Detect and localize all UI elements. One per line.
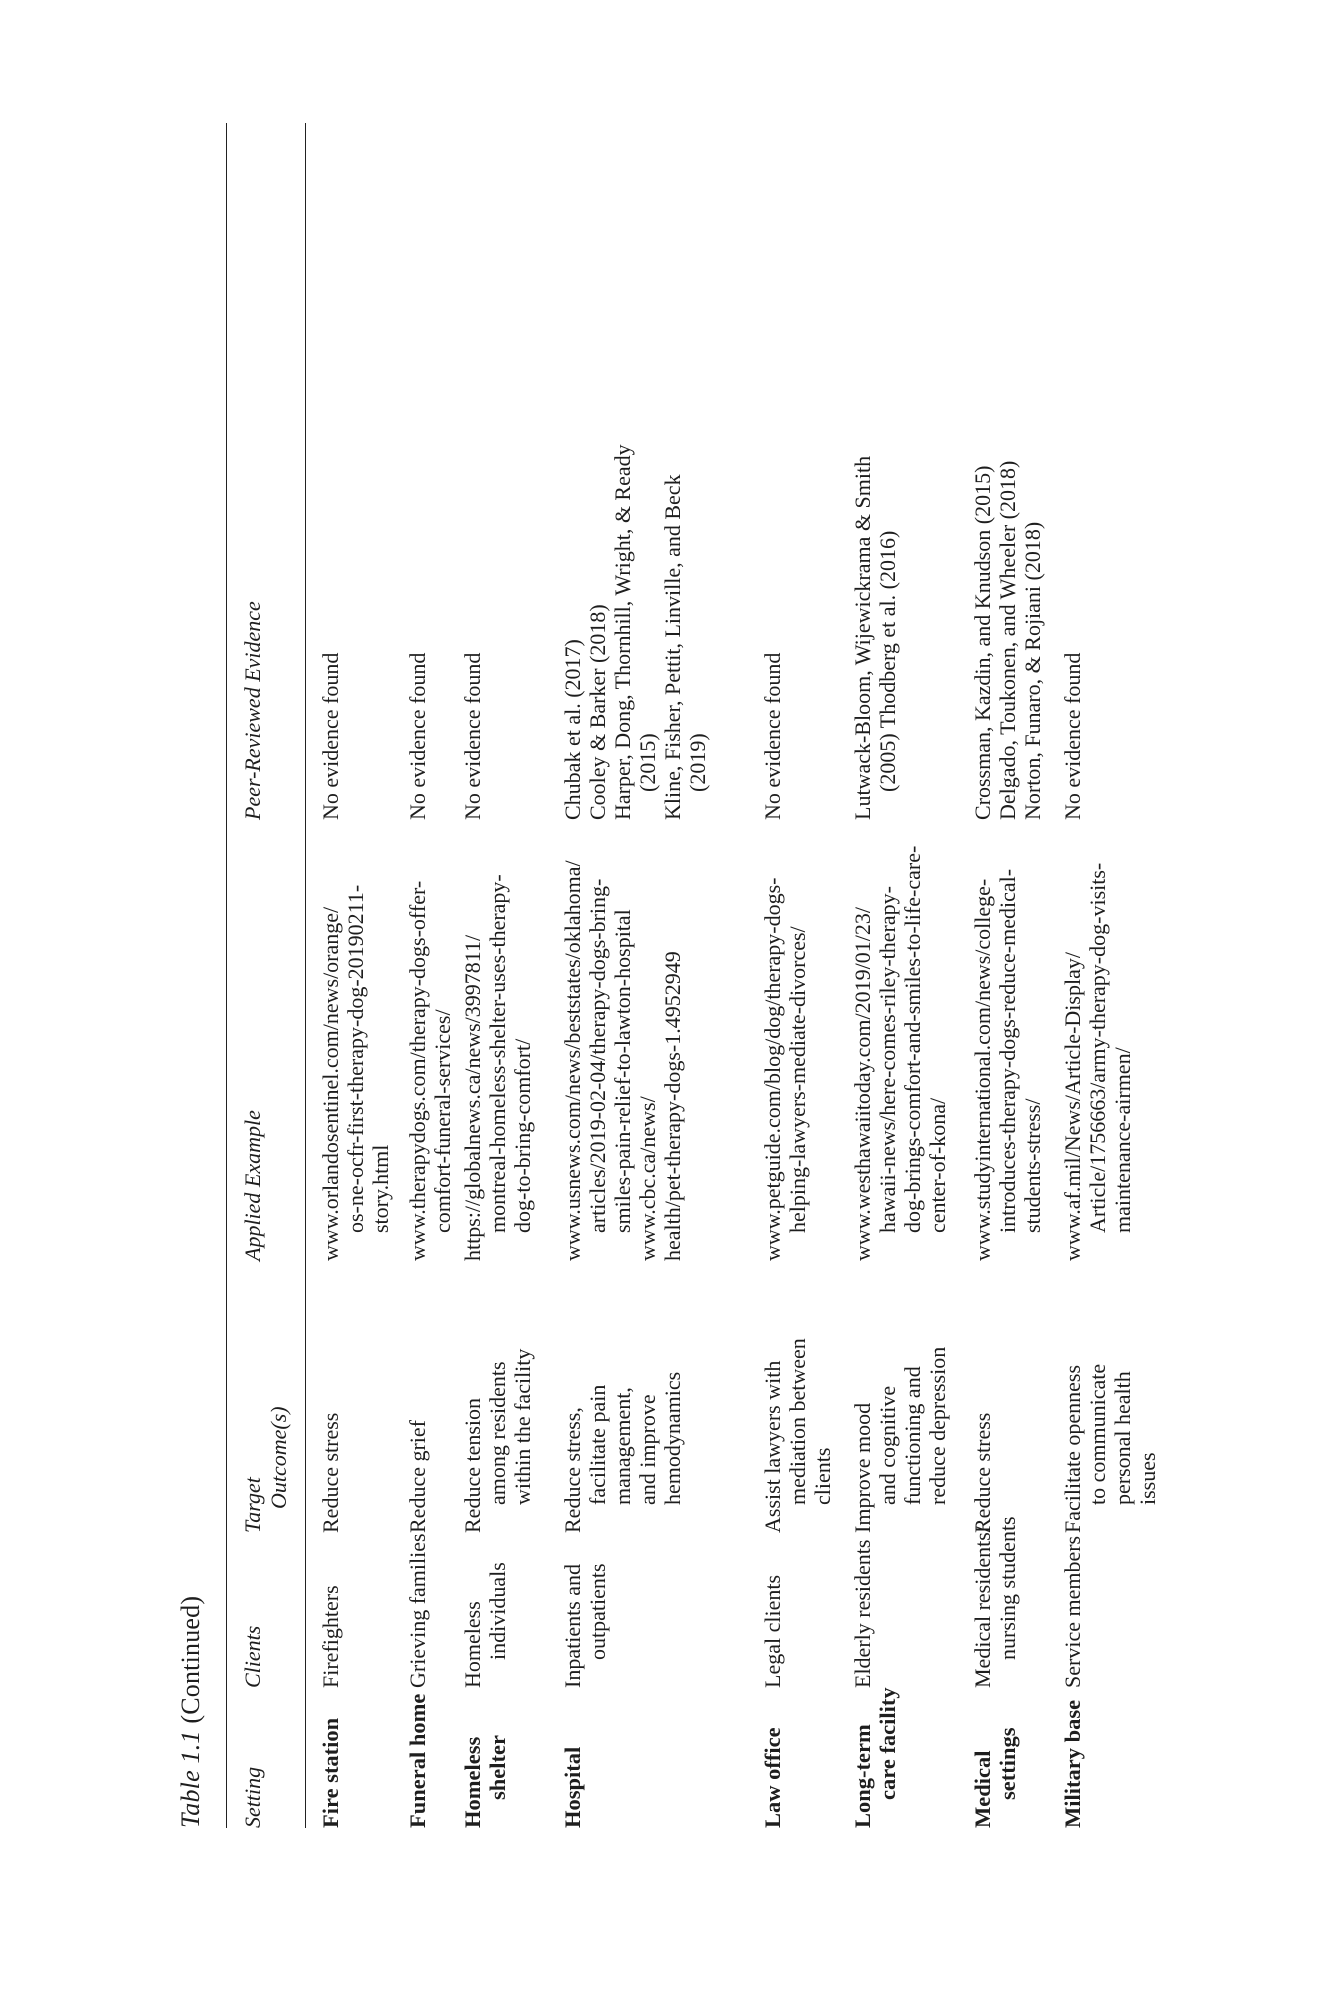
cell-line: issues (1135, 1452, 1160, 1505)
cell-line: www.usnews.com/news/beststates/oklahoma/ (560, 860, 585, 1261)
cell-target (405, 1420, 430, 1533)
cell-setting (850, 1687, 900, 1828)
cell-line: articles/2019-02-04/therapy-dogs-bring- (585, 878, 610, 1233)
cell-line: www.petguide.com/blog/dog/therapy-dogs- (760, 877, 785, 1261)
cell-line: center-of-kona/ (925, 1097, 950, 1233)
cell-line: Grieving families (405, 1533, 430, 1688)
cell-line: students-stress/ (1020, 1098, 1045, 1233)
cell-applied (460, 874, 535, 1261)
cell-target (318, 1413, 343, 1533)
cell-line: smiles-pain-relief-to-lawton-hospital (610, 909, 635, 1233)
cell-line: https://globalnews.ca/news/3997811/ (460, 934, 485, 1261)
cell-line: www.studyinternational.com/news/college- (970, 878, 995, 1261)
header-peer-reviewed-evidence: Peer-Reviewed Evidence (240, 601, 265, 820)
cell-evidence (560, 444, 710, 820)
cell-clients (318, 1585, 343, 1688)
cell-line: (2015) (635, 733, 660, 792)
cell-line: No evidence found (760, 652, 785, 820)
cell-line: nursing students (995, 1516, 1020, 1660)
cell-line: No evidence found (1060, 652, 1085, 820)
cell-line: Reduce grief (405, 1420, 430, 1533)
cell-applied (1060, 863, 1135, 1261)
cell-line: within the facility (510, 1348, 535, 1505)
cell-line: Facilitate openness (1060, 1364, 1085, 1533)
cell-line: Kline, Fisher, Pettit, Linville, and Beck (660, 474, 685, 820)
cell-applied (760, 878, 810, 1262)
cell-line: Firefighters (318, 1585, 343, 1688)
cell-line: functioning and (900, 1366, 925, 1505)
cell-line: Reduce tension (460, 1397, 485, 1533)
cell-line: to communicate (1085, 1363, 1110, 1505)
cell-line: personal health (1110, 1371, 1135, 1505)
cell-target (760, 1338, 835, 1533)
cell-line: Chubak et al. (2017) (560, 639, 585, 820)
cell-line: comfort-funeral-services/ (430, 1009, 455, 1233)
cell-setting (970, 1728, 1020, 1829)
cell-setting (760, 1727, 785, 1828)
cell-setting (560, 1747, 585, 1828)
cell-line: www.therapydogs.com/therapy-dogs-offer- (405, 880, 430, 1261)
cell-evidence (850, 456, 900, 820)
cell-line: reduce depression (925, 1346, 950, 1505)
table-caption-label: Table 1.1 (176, 1730, 205, 1828)
header-target-line2: Outcome(s) (266, 1406, 291, 1509)
cell-line: Improve mood (850, 1402, 875, 1533)
cell-setting (318, 1718, 343, 1828)
cell-clients (560, 1563, 610, 1688)
cell-line: os-ne-ocfr-first-therapy-dog-20190211- (343, 884, 368, 1233)
cell-line: www.westhawaiitoday.com/2019/01/23/ (850, 907, 875, 1261)
cell-line: www.cbc.ca/news/ (635, 1096, 660, 1261)
cell-target (850, 1347, 950, 1533)
cell-line: Crossman, Kazdin, and Knudson (2015) (970, 465, 995, 820)
table-caption (176, 1596, 206, 1828)
cell-target (970, 1413, 995, 1533)
table-header-rule (305, 123, 306, 1828)
cell-line: montreal-homeless-shelter-uses-therapy- (485, 874, 510, 1233)
cell-line: maintenance-airmen/ (1110, 1047, 1135, 1233)
cell-line: and improve (635, 1394, 660, 1505)
cell-line: Lutwack-Bloom, Wijewickrama & Smith (850, 455, 875, 820)
cell-line: health/pet-therapy-dogs-1.4952949 (660, 951, 685, 1261)
cell-line: Article/1756663/army-therapy-dog-visits- (1085, 862, 1110, 1233)
cell-line: outpatients (585, 1563, 610, 1660)
cell-line: helping-lawyers-mediate-divorces/ (785, 926, 810, 1233)
cell-line: (2019) (685, 733, 710, 792)
cell-setting (405, 1694, 430, 1828)
cell-line: Law office (760, 1727, 785, 1828)
cell-line: (2005) Thodberg et al. (2016) (875, 530, 900, 792)
cell-line: care facility (875, 1687, 900, 1800)
cell-evidence (405, 653, 430, 820)
cell-line: introduces-therapy-dogs-reduce-medical- (995, 868, 1020, 1233)
cell-line: Homeless (460, 1601, 485, 1688)
cell-evidence (1060, 653, 1085, 820)
cell-line: Funeral home (405, 1693, 430, 1828)
cell-line: No evidence found (405, 652, 430, 820)
cell-line: Hospital (560, 1746, 585, 1828)
header-clients: Clients (240, 1625, 265, 1688)
cell-line: Reduce stress (318, 1412, 343, 1533)
cell-line: Homeless (460, 1736, 485, 1828)
cell-line: individuals (485, 1562, 510, 1660)
cell-clients (405, 1533, 430, 1688)
cell-applied (850, 846, 950, 1261)
cell-line: No evidence found (318, 652, 343, 820)
cell-evidence (760, 653, 785, 820)
header-target-line1: Target (240, 1477, 265, 1533)
cell-line: Service members (1060, 1535, 1085, 1688)
cell-applied (405, 881, 455, 1261)
cell-line: dog-to-bring-comfort/ (510, 1038, 535, 1233)
cell-line: www.orlandosentinel.com/news/orange/ (318, 906, 343, 1261)
cell-evidence (970, 461, 1045, 820)
cell-line: Medical residents/ (970, 1526, 995, 1688)
table-caption-suffix: (Continued) (176, 1595, 205, 1724)
cell-line: hemodynamics (660, 1371, 685, 1505)
cell-line: mediation between (785, 1338, 810, 1505)
cell-line: Harper, Dong, Thornhill, Wright, & Ready (610, 444, 635, 820)
cell-line: Reduce stress, (560, 1407, 585, 1533)
cell-clients (760, 1575, 785, 1688)
cell-line: Medical (970, 1750, 995, 1828)
cell-clients (460, 1562, 510, 1688)
cell-line: Delgado, Toukonen, and Wheeler (2018) (995, 460, 1020, 820)
cell-line: Norton, Funaro, & Rojiani (2018) (1020, 521, 1045, 820)
cell-applied (970, 869, 1045, 1261)
header-target (240, 1406, 292, 1533)
cell-line: among residents (485, 1361, 510, 1505)
cell-line: Long-term (850, 1724, 875, 1828)
cell-line: Cooley & Barker (2018) (585, 604, 610, 820)
cell-line: shelter (485, 1735, 510, 1800)
cell-line: No evidence found (460, 652, 485, 820)
cell-line: facilitate pain (585, 1384, 610, 1505)
cell-evidence (318, 653, 343, 820)
cell-target (1060, 1364, 1160, 1533)
cell-line: and cognitive (875, 1385, 900, 1505)
cell-applied (318, 885, 393, 1261)
cell-setting (1060, 1700, 1085, 1828)
header-applied-example: Applied Example (240, 1110, 265, 1261)
cell-line: hawaii-news/here-comes-riley-therapy- (875, 886, 900, 1233)
cell-line: Elderly residents (850, 1539, 875, 1688)
cell-evidence (460, 653, 485, 820)
header-setting: Setting (240, 1766, 265, 1828)
cell-setting (460, 1735, 510, 1828)
cell-line: management, (610, 1387, 635, 1505)
cell-line: Legal clients (760, 1574, 785, 1688)
cell-clients (1060, 1536, 1085, 1688)
cell-line: Military base (1060, 1699, 1085, 1828)
table-top-rule (226, 123, 227, 1828)
cell-line: clients (810, 1447, 835, 1505)
cell-line: www.af.mil/News/Article-Display/ (1060, 952, 1085, 1261)
cell-target (460, 1349, 535, 1533)
cell-applied (560, 860, 685, 1261)
cell-line: Inpatients and (560, 1563, 585, 1688)
cell-clients (850, 1540, 875, 1688)
cell-line: Assist lawyers with (760, 1360, 785, 1533)
cell-line: dog-brings-comfort-and-smiles-to-life-care- (900, 845, 925, 1233)
cell-line: Reduce stress (970, 1412, 995, 1533)
cell-target (560, 1372, 685, 1533)
cell-line: Fire station (318, 1717, 343, 1828)
cell-line: story.html (368, 1144, 393, 1233)
cell-clients (970, 1516, 1020, 1688)
cell-line: settings (995, 1727, 1020, 1800)
